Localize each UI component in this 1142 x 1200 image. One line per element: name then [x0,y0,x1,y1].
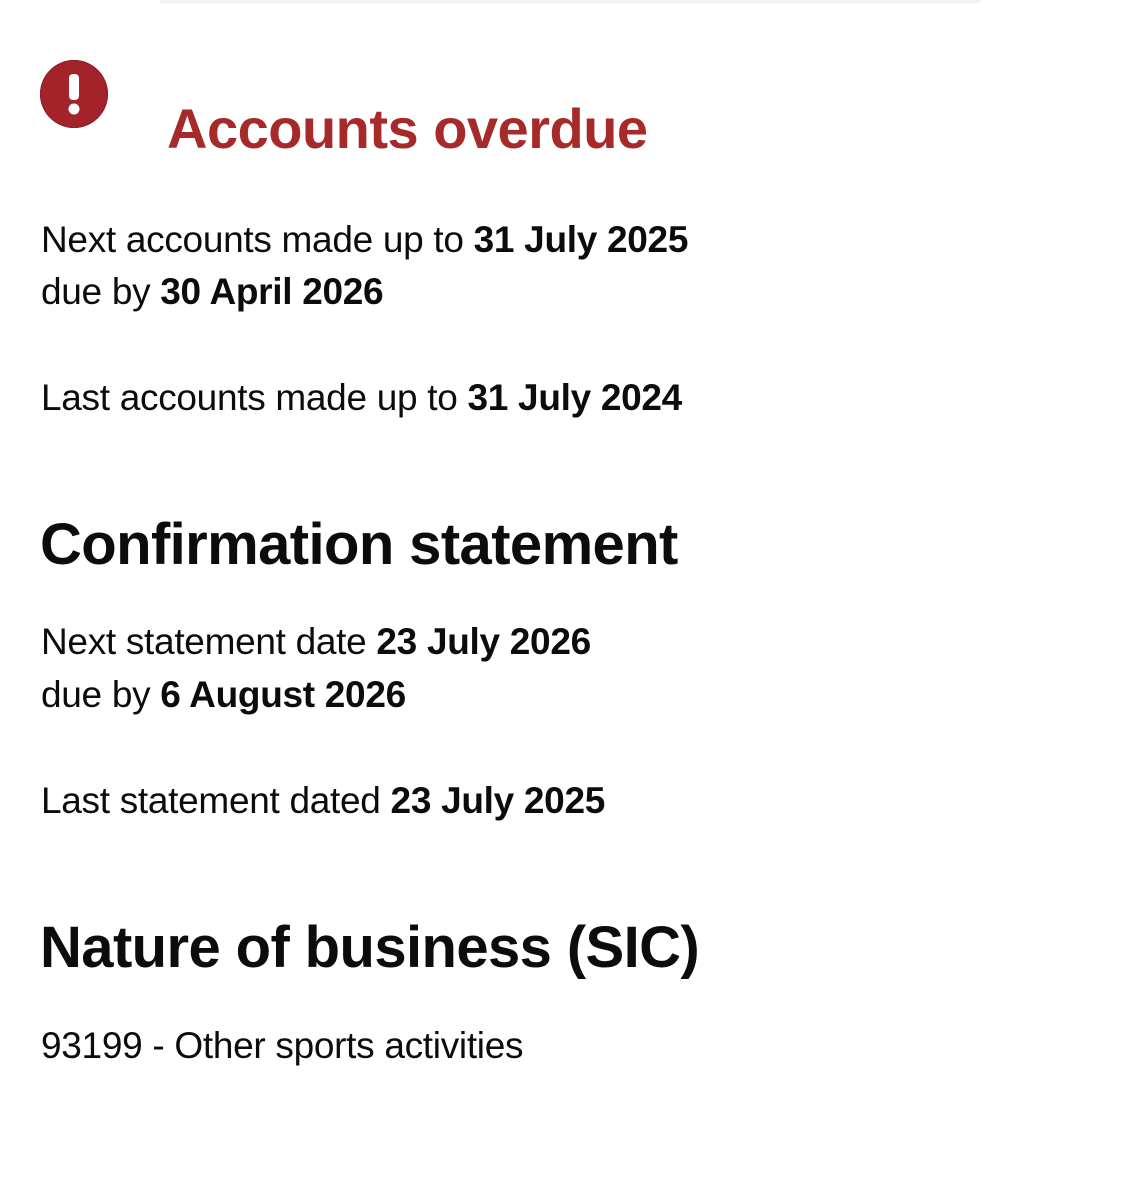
last-accounts-made-up-label: Last accounts made up to [41,377,458,418]
last-statement-dated [41,775,605,827]
last-accounts-made-up [41,372,682,424]
next-accounts-made-up-label: Next accounts made up to [41,219,464,260]
last-accounts-made-up-date: 31 July 2024 [467,377,682,418]
next-accounts-due-date: 30 April 2026 [160,271,384,312]
next-statement-date-label: Next statement date [41,621,367,662]
last-statement-dated-value: 23 July 2025 [390,780,606,821]
next-statement-due-label: due by [41,674,151,715]
last-statement-dated-label: Last statement dated [41,780,381,821]
next-accounts-due [41,266,383,318]
accounts-overdue-title: Accounts overdue [167,97,648,160]
nature-of-business-heading: Nature of business (SIC) [40,915,700,980]
next-statement-due [41,669,406,721]
next-accounts-made-up [41,214,688,266]
sic-entry: 93199 - Other sports activities [41,1025,524,1066]
exclamation-circle-icon [40,60,108,128]
next-statement-date-value: 23 July 2026 [376,621,591,662]
confirmation-statement-heading: Confirmation statement [40,512,678,577]
top-divider [160,0,980,3]
next-accounts-made-up-date: 31 July 2025 [473,219,689,260]
next-statement-date [41,616,591,668]
next-accounts-due-label: due by [41,271,151,312]
next-statement-due-date: 6 August 2026 [160,674,406,715]
